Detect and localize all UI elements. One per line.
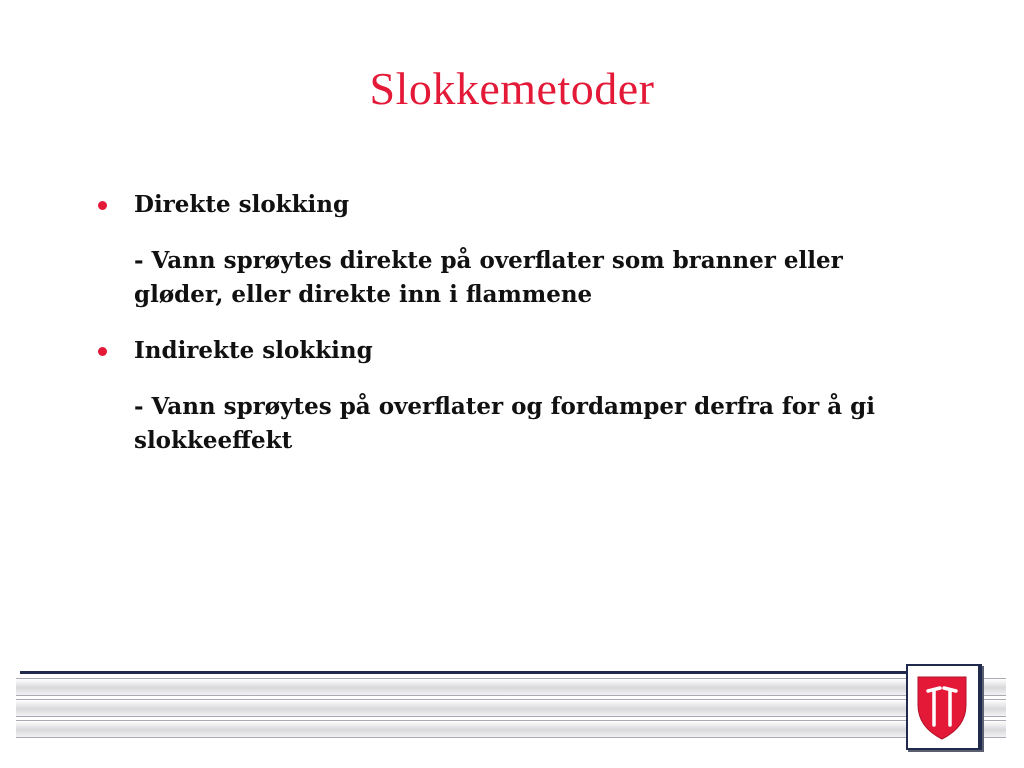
slide-footer [0,664,1024,768]
shield-emblem-icon [914,671,970,741]
round-bullet-icon [98,347,107,356]
bullet-detail: - Vann sprøytes på overflater og fordamper derfra for å gi slokkeeffekt [134,393,875,454]
bullet-text: Direkte slokking [134,191,350,218]
bullet-item [96,188,896,222]
slide-content [96,188,896,480]
slide-title: Slokkemetoder [369,63,655,114]
bullet-item [96,334,896,368]
bullet-text: Indirekte slokking [134,337,373,364]
footer-band [16,720,1006,738]
round-bullet-icon [98,201,107,210]
footer-rule [20,671,910,674]
footer-band [16,678,1006,696]
logo [906,664,982,750]
bullet-detail: - Vann sprøytes direkte på overflater som branner eller gløder, eller direkte inn i flammene [134,247,843,308]
footer-band [16,699,1006,717]
